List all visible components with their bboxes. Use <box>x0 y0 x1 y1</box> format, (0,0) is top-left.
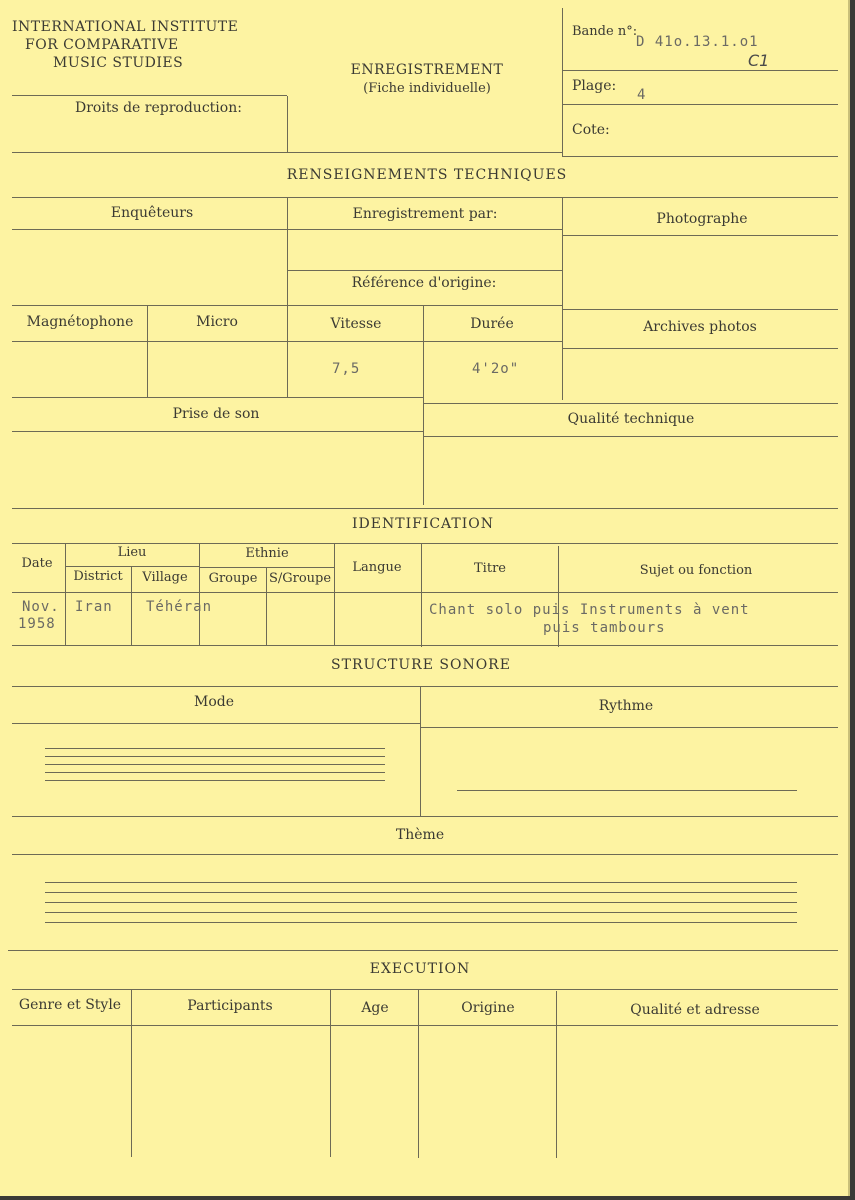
reference-origine-label: Référence d'origine: <box>351 275 497 291</box>
rule <box>12 989 838 990</box>
rhythm-line <box>457 790 797 791</box>
col-genre-style: Genre et Style <box>18 997 122 1013</box>
rule <box>562 198 563 308</box>
section-title-identification: IDENTIFICATION <box>352 516 494 532</box>
rule <box>131 989 132 1157</box>
reproduction-rights-label: Droits de reproduction: <box>75 100 242 116</box>
rule <box>266 567 267 645</box>
col-sgroupe: S/Groupe <box>268 571 332 586</box>
col-magnetophone: Magnétophone <box>26 314 134 330</box>
bande-value: D 41o.13.1.o1 <box>636 34 759 50</box>
col-theme: Thème <box>395 827 445 843</box>
section-title-technique: RENSEIGNEMENTS TECHNIQUES <box>286 167 568 183</box>
rule <box>199 543 200 645</box>
rule <box>562 8 563 156</box>
date-value-month: Nov. <box>22 599 60 615</box>
rule <box>330 989 331 1157</box>
rule <box>12 197 838 198</box>
col-village: Village <box>142 570 188 585</box>
col-titre: Titre <box>474 561 506 576</box>
rule <box>423 305 424 505</box>
col-lieu: Lieu <box>117 545 147 560</box>
rule <box>131 566 132 645</box>
plage-value: 4 <box>637 87 647 103</box>
staff-line <box>45 780 385 781</box>
staff-line <box>45 748 385 749</box>
staff-line <box>45 902 797 903</box>
col-vitesse: Vitesse <box>330 316 382 332</box>
col-groupe: Groupe <box>208 571 258 586</box>
col-rythme: Rythme <box>598 698 654 714</box>
rule <box>420 727 838 728</box>
col-archives-photos: Archives photos <box>643 319 757 335</box>
institute-name-line1: INTERNATIONAL INSTITUTE <box>12 19 239 35</box>
rule <box>562 235 838 236</box>
date-value-year: 1958 <box>18 616 56 632</box>
col-qualite-technique: Qualité technique <box>567 411 695 427</box>
rule <box>418 990 419 1158</box>
rule <box>12 645 838 646</box>
col-enregistrement-par: Enregistrement par: <box>352 206 498 222</box>
rule <box>12 592 838 593</box>
rule <box>12 686 838 687</box>
rule <box>423 436 838 437</box>
rule <box>423 403 838 404</box>
institute-name-line3: MUSIC STUDIES <box>53 55 184 71</box>
col-langue: Langue <box>352 560 402 575</box>
col-duree: Durée <box>470 316 514 332</box>
col-enqueteurs: Enquêteurs <box>110 205 194 221</box>
plage-label: Plage: <box>572 78 617 94</box>
rule <box>562 70 838 71</box>
rule <box>12 341 562 342</box>
col-sujet-fonction: Sujet ou fonction <box>639 563 753 578</box>
staff-line <box>45 912 797 913</box>
institute-name-line2: FOR COMPARATIVE <box>25 37 179 53</box>
vitesse-value: 7,5 <box>332 361 361 377</box>
rule <box>8 950 838 951</box>
staff-line <box>45 756 385 757</box>
titre-value-line1: Chant solo puis Instruments à vent <box>429 602 750 618</box>
staff-line <box>45 882 797 883</box>
rule <box>562 156 838 157</box>
titre-value-line2: puis tambours <box>543 620 666 636</box>
rule <box>12 508 838 509</box>
form-subtitle: (Fiche individuelle) <box>363 81 491 96</box>
rule <box>562 309 838 310</box>
col-district: District <box>73 569 123 584</box>
col-photographe: Photographe <box>656 211 748 227</box>
col-ethnie: Ethnie <box>245 546 289 561</box>
rule <box>199 567 334 568</box>
rule <box>12 816 838 817</box>
rule <box>12 543 838 544</box>
staff-line <box>45 772 385 773</box>
rule <box>287 198 288 306</box>
col-participants: Participants <box>187 998 273 1014</box>
village-value: Téhéran <box>146 599 213 615</box>
duree-value: 4'2o" <box>472 361 520 377</box>
section-title-structure: STRUCTURE SONORE <box>331 657 511 673</box>
bande-handwritten-note: C1 <box>748 51 770 70</box>
staff-line <box>45 764 385 765</box>
rule <box>287 305 288 397</box>
district-value: Iran <box>75 599 113 615</box>
rule <box>147 305 148 397</box>
rule <box>421 543 422 647</box>
col-origine: Origine <box>461 1000 515 1016</box>
rule <box>65 566 199 567</box>
col-qualite-adresse: Qualité et adresse <box>630 1002 760 1018</box>
rule <box>12 95 287 96</box>
col-age: Age <box>361 1000 389 1016</box>
staff-line <box>45 922 797 923</box>
col-micro: Micro <box>196 314 238 330</box>
rule <box>12 397 423 398</box>
col-prise-de-son: Prise de son <box>172 406 260 422</box>
rule <box>562 104 838 105</box>
rule <box>556 991 557 1158</box>
rule <box>12 152 562 153</box>
rule <box>562 308 563 400</box>
rule <box>287 96 288 152</box>
col-mode: Mode <box>193 694 235 710</box>
bande-label: Bande n°: <box>572 24 638 39</box>
rule <box>562 348 838 349</box>
staff-line <box>45 892 797 893</box>
rule <box>12 723 420 724</box>
section-title-execution: EXECUTION <box>369 961 471 977</box>
rule <box>420 686 421 816</box>
rule <box>12 431 423 432</box>
rule <box>334 543 335 645</box>
rule <box>65 543 66 645</box>
rule <box>287 270 562 271</box>
cote-label: Cote: <box>572 122 610 138</box>
form-title: ENREGISTREMENT <box>350 62 504 78</box>
rule <box>12 854 838 855</box>
rule <box>12 229 562 230</box>
col-date: Date <box>21 556 53 571</box>
rule <box>12 1025 838 1026</box>
